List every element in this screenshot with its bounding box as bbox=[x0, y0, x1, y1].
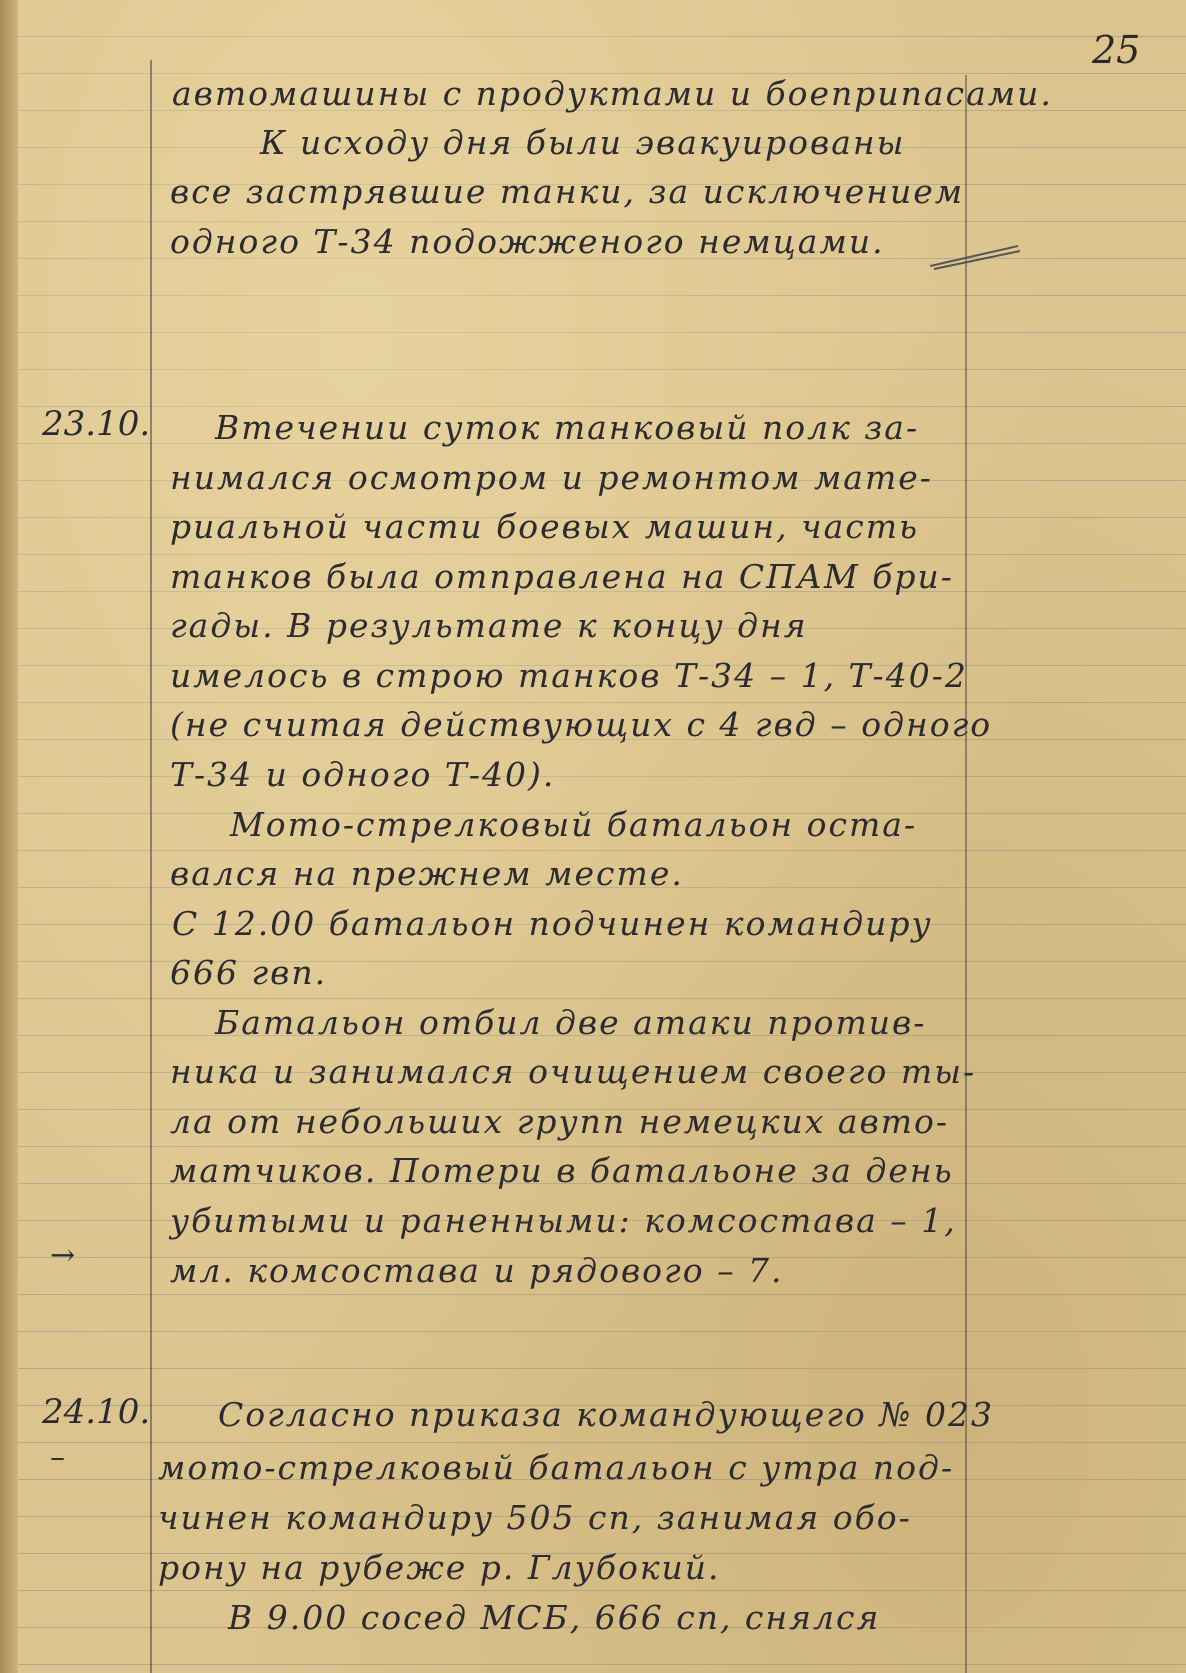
text-line: Втечении суток танковый полк за- bbox=[215, 408, 920, 447]
text-line: Мото-стрелковый батальон оста- bbox=[230, 805, 918, 844]
text-line: нимался осмотром и ремонтом мате- bbox=[170, 458, 933, 497]
text-line: С 12.00 батальон подчинен командиру bbox=[172, 904, 933, 943]
margin-dash-mark: – bbox=[50, 1440, 65, 1475]
left-margin-line bbox=[150, 60, 152, 1673]
text-line: убитыми и раненными: комсостава – 1, bbox=[170, 1201, 957, 1240]
text-line: танков была отправлена на СПАМ бри- bbox=[170, 557, 954, 596]
pencil-strike-mark bbox=[930, 242, 1020, 270]
text-line: мото-стрелковый батальон с утра под- bbox=[158, 1448, 955, 1487]
text-line: вался на прежнем месте. bbox=[170, 854, 684, 893]
text-line: чинен командиру 505 сп, занимая обо- bbox=[158, 1498, 912, 1537]
text-line: все застрявшие танки, за исключением bbox=[170, 172, 965, 211]
text-line: одного Т-34 подожженого немцами. bbox=[170, 222, 885, 261]
text-line: Батальон отбил две атаки против- bbox=[215, 1003, 927, 1042]
text-line: 666 гвп. bbox=[170, 953, 328, 992]
text-line: ника и занимался очищением своего ты- bbox=[170, 1052, 977, 1091]
text-line: имелось в строю танков Т-34 – 1, Т-40-2 bbox=[170, 656, 968, 695]
text-line: риальной части боевых машин, часть bbox=[170, 507, 920, 546]
text-line: (не считая действующих с 4 гвд – одного bbox=[170, 705, 993, 744]
entry-date: 23.10. bbox=[42, 404, 151, 444]
text-line: матчиков. Потери в батальоне за день bbox=[170, 1151, 954, 1190]
text-line: В 9.00 сосед МСБ, 666 сп, снялся bbox=[228, 1598, 881, 1637]
text-line: мл. комсостава и рядового – 7. bbox=[170, 1251, 784, 1290]
text-line: рону на рубеже р. Глубокий. bbox=[158, 1548, 721, 1587]
text-line: Т-34 и одного Т-40). bbox=[170, 755, 556, 794]
margin-arrow-mark: → bbox=[50, 1238, 76, 1273]
text-line: гады. В результате к концу дня bbox=[170, 606, 808, 645]
entry-date: 24.10. bbox=[42, 1392, 151, 1432]
text-line: ла от небольших групп немецких авто- bbox=[170, 1102, 950, 1141]
page-number: 25 bbox=[1092, 28, 1141, 72]
text-line: автомашины с продуктами и боеприпасами. bbox=[172, 74, 1053, 113]
text-line: Согласно приказа командующего № 023 bbox=[218, 1395, 994, 1434]
binding-edge bbox=[0, 0, 18, 1673]
text-line: К исходу дня были эвакуированы bbox=[260, 123, 906, 162]
